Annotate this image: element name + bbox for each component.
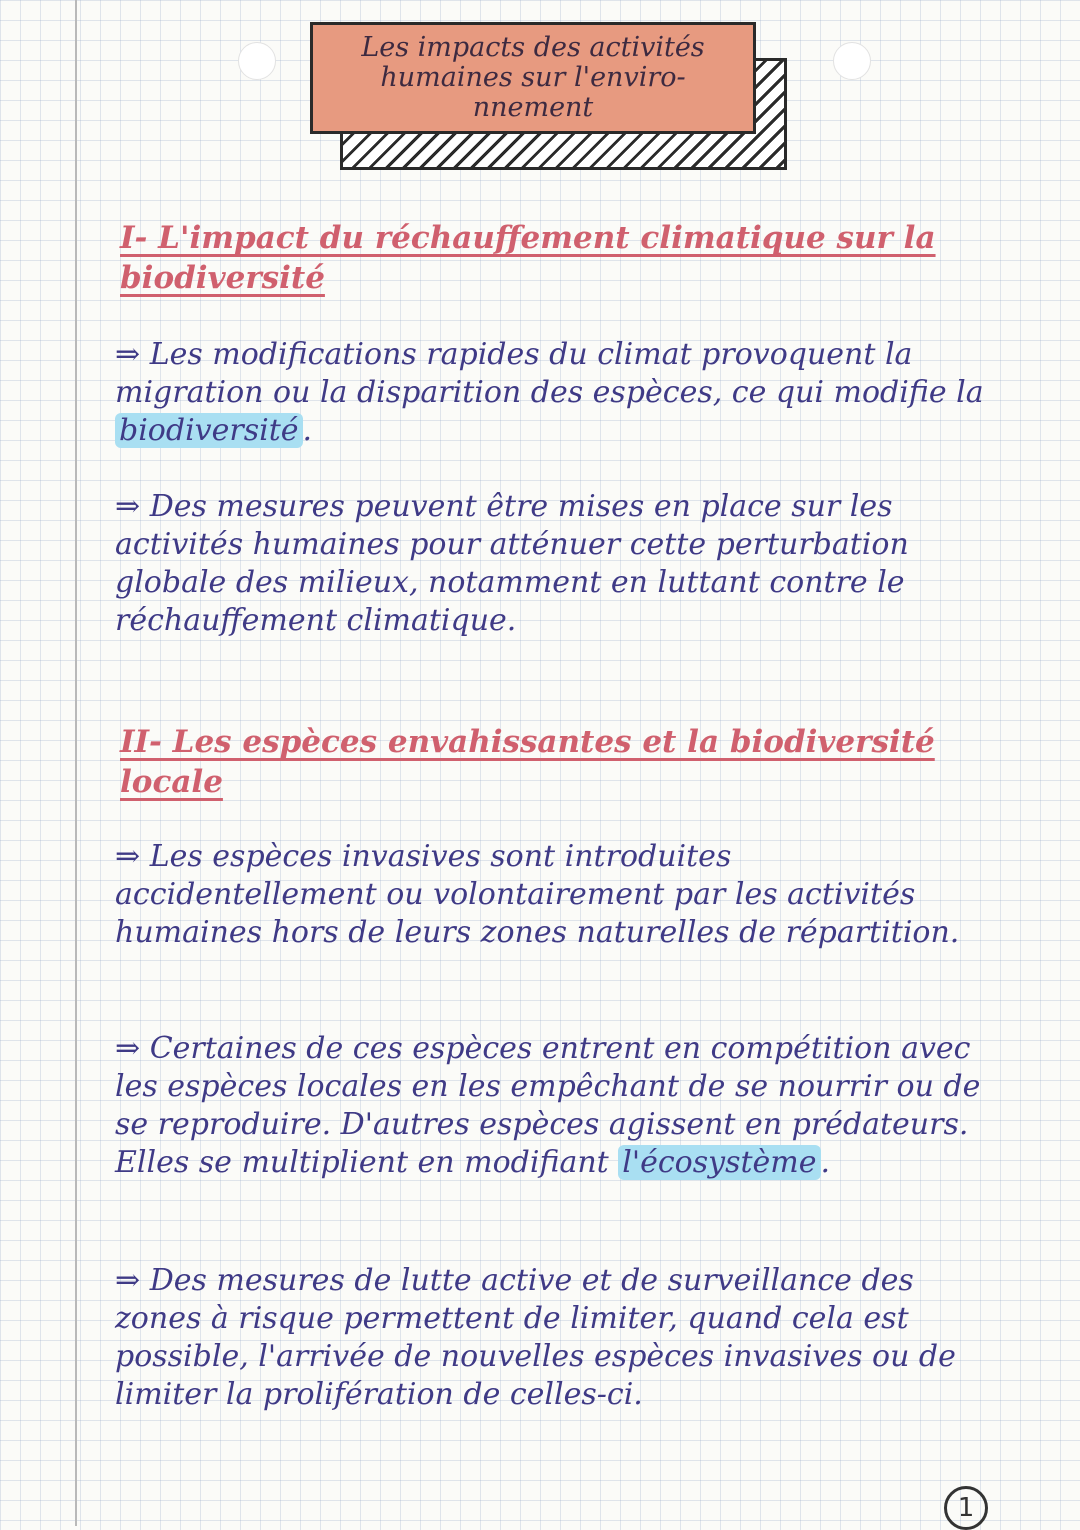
paragraph-text: Des mesures de lutte active et de surveillance des zones à risque permettent de limiter, quand cela est possible, l'arrivée de nouvelles espèces invasives ou de limiter la prolifération de celles-ci. (115, 1263, 956, 1412)
paragraph-end: . (302, 413, 313, 448)
section-2-heading: II- Les espèces envahissantes et la biodiversité locale (120, 724, 935, 800)
paragraph-text: Des mesures peuvent être mises en place sur les activités humaines pour atténuer cette perturbation globale des milieux, notamment en luttant contre le réchauffement climatique. (115, 489, 909, 638)
title-line-3: nnement (472, 92, 594, 123)
section-1-paragraph-1 (115, 336, 995, 450)
section-2-paragraph-3 (115, 1262, 995, 1414)
punch-hole (238, 42, 276, 80)
arrow-icon: ⇒ (115, 1031, 141, 1066)
highlighted-term: l'écosystème (618, 1145, 820, 1180)
arrow-icon: ⇒ (115, 1263, 141, 1298)
page-title (310, 22, 756, 134)
punch-hole (833, 42, 871, 80)
section-1-paragraph-2 (115, 488, 995, 640)
page-number: 1 (944, 1486, 988, 1530)
title-line-1: Les impacts des activités (361, 32, 705, 63)
section-2-paragraph-2 (115, 1030, 995, 1182)
paragraph-end: . (820, 1145, 831, 1180)
paragraph-text: Les modifications rapides du climat provoquent la migration ou la disparition des espèces, ce qui modifie la (115, 337, 984, 410)
section-1-heading: I- L'impact du réchauffement climatique sur la biodiversité (120, 220, 936, 296)
title-line-2: humaines sur l'enviro- (380, 62, 686, 93)
arrow-icon: ⇒ (115, 489, 141, 524)
arrow-icon: ⇒ (115, 337, 141, 372)
highlighted-term: biodiversité (115, 413, 303, 448)
margin-line (75, 0, 77, 1526)
paragraph-text: Les espèces invasives sont introduites accidentellement ou volontairement par les activités humaines hors de leurs zones naturelles de répartition. (115, 839, 960, 950)
arrow-icon: ⇒ (115, 839, 141, 874)
section-2-paragraph-1 (115, 838, 995, 952)
paragraph-text: Certaines de ces espèces entrent en compétition avec les espèces locales en les empêchant de se nourrir ou de se reproduire. D'autres espèces agissent en prédateurs. Elles se multiplient en modifiant (115, 1031, 981, 1180)
